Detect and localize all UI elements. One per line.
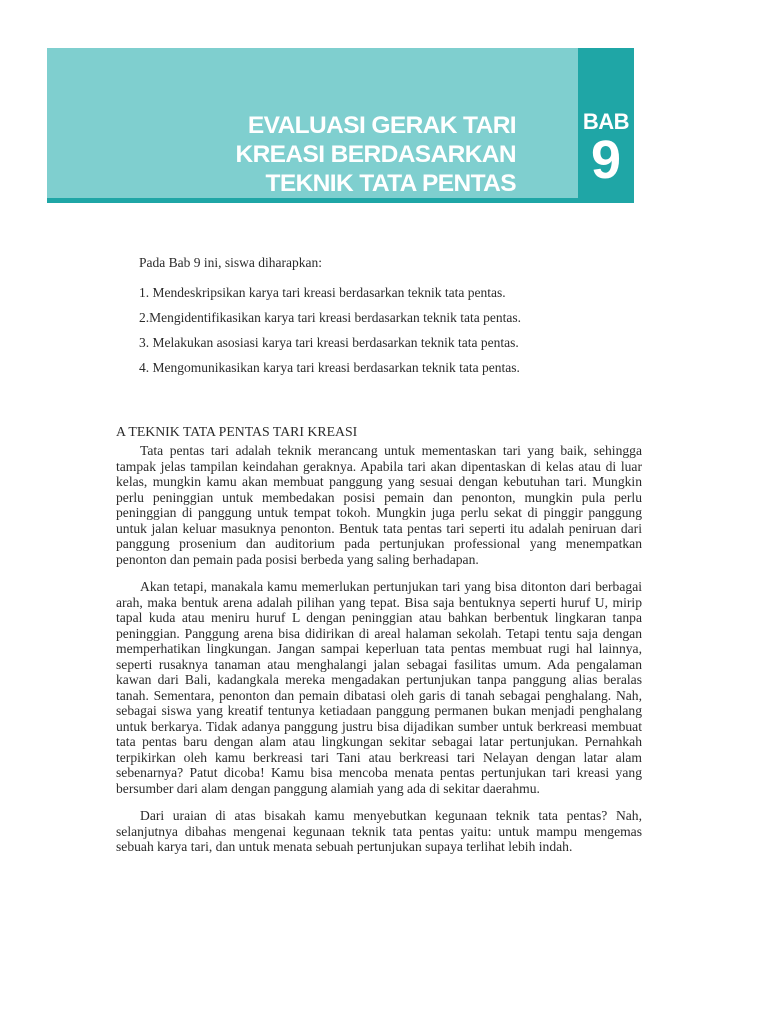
objective-item: 2.Mengidentifikasikan karya tari kreasi berdasarkan teknik tata pentas. [139,310,521,325]
chapter-title-line: EVALUASI GERAK TARI [247,112,516,139]
chapter-number: 9 [590,130,622,190]
chapter-title [176,111,516,198]
chapter-number-box [578,48,634,203]
objectives-list [139,285,639,376]
section-heading: A TEKNIK TATA PENTAS TARI KREASI [116,424,358,439]
objective-item: 3. Melakukan asosiasi karya tari kreasi berdasarkan teknik tata pentas. [139,335,519,350]
section-teknik-tata-pentas [116,424,642,867]
body-paragraph: Tata pentas tari adalah teknik merancang untuk mementaskan tari yang baik, sehingga tampak jelas tampilan keindahan geraknya. Apabila tari akan dipentaskan di kelas atau di luar kelas, mungkin kamu akan membuat panggung yang sesuai dengan kebutuhan tari. Mungkin perlu peninggian untuk membedakan posisi pemain dan penonton, mungkin pula perlu peninggian di panggung untuk tempat tokoh. Mungkin juga perlu sekat di pinggir panggung untuk jalan keluar masuknya penonton. Bentuk tata pentas tari seperti itu adalah peniruan dari panggung prosenium dan auditorium pada pertunjukan professional yang menempatkan penonton dan pemain pada posisi berbeda yang saling berhadapan. [116,443,642,567]
objectives-intro: Pada Bab 9 ini, siswa diharapkan: [139,255,322,270]
chapter-title-line: TEKNIK TATA PENTAS [265,170,516,197]
body-paragraph: Dari uraian di atas bisakah kamu menyebutkan kegunaan teknik tata pentas? Nah, selanjutnya dibahas mengenai kegunaan teknik tata pentas yaitu: untuk mampu mengemas sebuah karya tari, dan untuk menata sebuah pertunjukan supaya terlihat lebih indah. [116,808,642,854]
objective-item: 4. Mengomunikasikan karya tari kreasi berdasarkan teknik tata pentas. [139,360,520,375]
body-paragraph: Akan tetapi, manakala kamu memerlukan pertunjukan tari yang bisa ditonton dari berbagai arah, maka bentuk arena adalah pilihan yang tepat. Bisa saja bentuknya seperti huruf U, mirip tapal kuda atau meniru huruf L dengan peninggian atau bahkan berbentuk lingkaran tanpa peninggian. Panggung arena bisa didirikan di areal halaman sekolah. Tetapi tentu saja dengan memperhatikan lingkungan. Jangan sampai keperluan tata pentas membuat rugi hal lainnya, seperti rusaknya tanaman atau menghalangi jalan sebagai fasilitas umum. Ada pengalaman kawan dari Bali, kadangkala mereka mengadakan pertunjukan tanpa panggung alias beralas tanah. Sementara, penonton dan pemain dibatasi oleh garis di tanah sebagai penghalang. Nah, sebagai siswa yang kreatif tentunya ketiadaan panggung permanen bukan menjadi penghalang untuk berkarya. Tidak adanya panggung justru bisa dijadikan sumber untuk berkreasi membuat tata pentas baru dengan alam atau lingkungan sekitar sebagai latar pertunjukan. Pernahkah terpikirkan oleh kamu berkreasi tari Tani atau berkreasi tari Nelayan dengan latar alam sebenarnya? Patut dicoba! Kamu bisa mencoba menata pentas pertunjukan tari kreasi yang bersumber dari alam dengan panggung alamiah yang ada di sekitar daerahmu. [116,579,642,796]
chapter-title-line: KREASI BERDASARKAN [235,141,516,168]
learning-objectives [139,255,639,385]
chapter-header-band [47,48,634,203]
chapter-label: BAB [582,109,630,134]
objective-item: 1. Mendeskripsikan karya tari kreasi berdasarkan teknik tata pentas. [139,285,506,300]
